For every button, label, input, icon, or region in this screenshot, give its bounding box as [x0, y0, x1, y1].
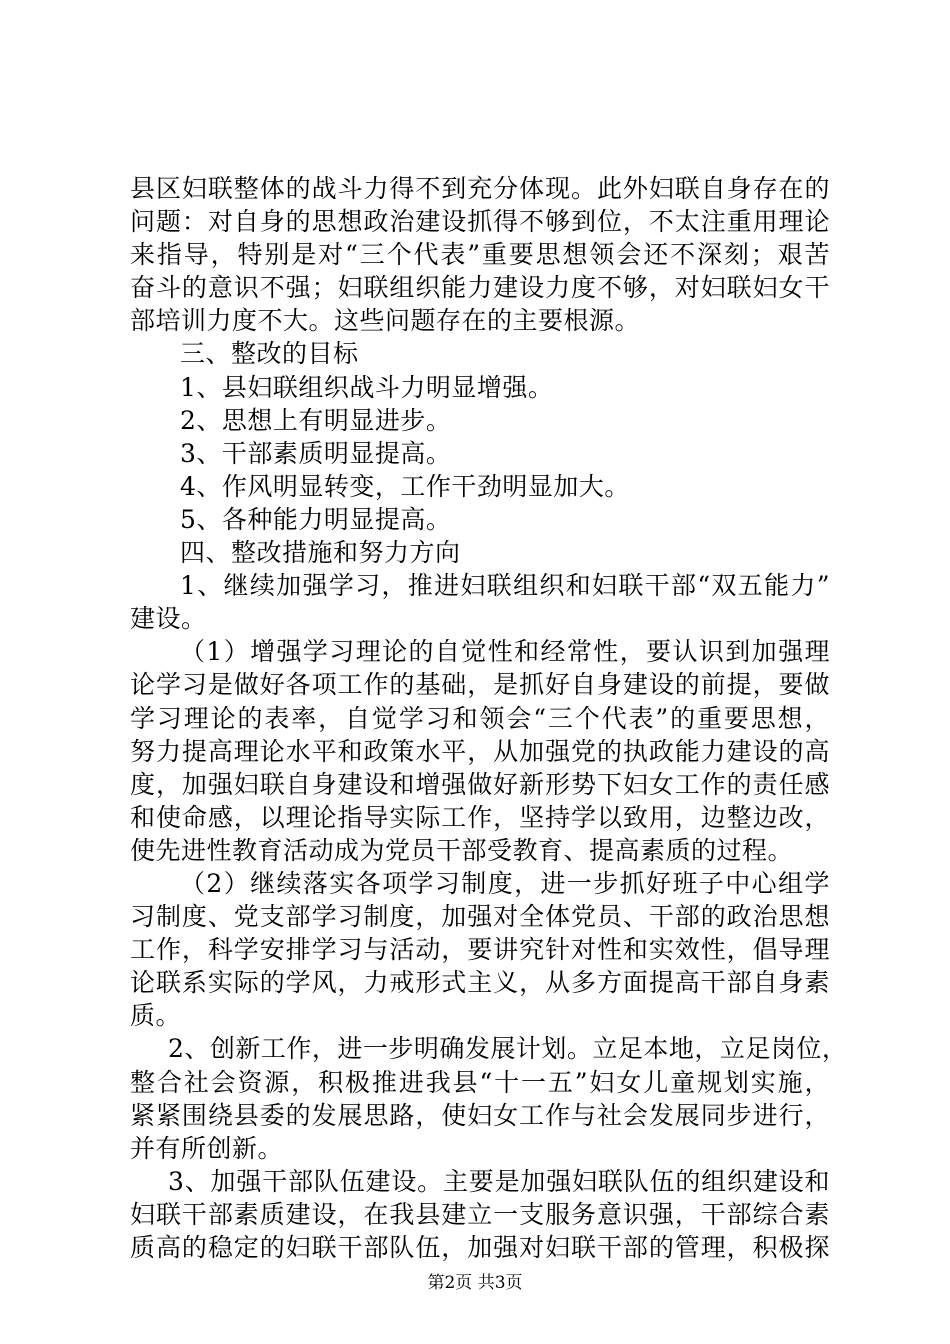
text-line: 论联系实际的学风，力戒形式主义，从多方面提高干部自身素: [130, 968, 830, 998]
text-line: 努力提高理论水平和政策水平，从加强党的执政能力建设的高: [130, 736, 830, 766]
text-line: 学习理论的表率，自觉学习和领会“三个代表”的重要思想，: [130, 703, 830, 733]
text-line: 来指导，特别是对“三个代表”重要思想领会还不深刻；艰苦: [130, 240, 830, 270]
text-line: 部培训力度不大。这些问题存在的主要根源。: [130, 306, 641, 336]
text-line: （2）继续落实各项学习制度，进一步抓好班子中心组学: [180, 868, 830, 898]
text-line: 质高的稳定的妇联干部队伍，加强对妇联干部的管理，积极探: [130, 1233, 830, 1262]
text-line: 论学习是做好各项工作的基础，是抓好自身建设的前提，要做: [130, 670, 830, 700]
text-line: 妇联干部素质建设，在我县建立一支服务意识强，干部综合素: [130, 1199, 830, 1229]
text-line: 习制度、党支部学习制度，加强对全体党员、干部的政治思想: [130, 902, 830, 932]
text-line: 3、干部素质明显提高。: [180, 438, 452, 468]
text-line: （1）增强学习理论的自觉性和经常性，要认识到加强理: [180, 637, 830, 667]
text-line: 并有所创新。: [130, 1133, 284, 1163]
document-body: [130, 172, 848, 1264]
text-line: 4、作风明显转变，工作干劲明显加大。: [180, 471, 630, 501]
text-line: 问题：对自身的思想政治建设抓得不够到位，不太注重用理论: [130, 207, 830, 237]
text-line: 和使命感，以理论指导实际工作，坚持学以致用，边整边改，: [130, 802, 830, 832]
page-footer: 第2页 共3页: [427, 1273, 523, 1293]
text-line: 三、整改的目标: [180, 339, 359, 369]
text-line: 3、加强干部队伍建设。主要是加强妇联队伍的组织建设和: [168, 1166, 830, 1196]
text-line: 工作，科学安排学习与活动，要讲究针对性和实效性，倡导理: [130, 935, 830, 965]
text-line: 使先进性教育活动成为党员干部受教育、提高素质的过程。: [130, 835, 794, 865]
text-line: 整合社会资源，积极推进我县“十一五”妇女儿童规划实施，: [130, 1067, 830, 1097]
text-line: 四、整改措施和努力方向: [180, 538, 461, 568]
text-line: 奋斗的意识不强；妇联组织能力建设力度不够，对妇联妇女干: [130, 273, 830, 303]
text-line: 1、继续加强学习，推进妇联组织和妇联干部“双五能力”: [180, 571, 830, 601]
text-line: 度，加强妇联自身建设和增强做好新形势下妇女工作的责任感: [130, 769, 830, 799]
text-line: 1、县妇联组织战斗力明显增强。: [180, 372, 554, 402]
text-line: 紧紧围绕县委的发展思路，使妇女工作与社会发展同步进行，: [130, 1100, 830, 1130]
text-line: 质。: [130, 1001, 182, 1031]
text-line: 2、创新工作，进一步明确发展计划。立足本地，立足岗位，: [168, 1034, 848, 1064]
text-line: 2、思想上有明显进步。: [180, 405, 452, 435]
text-line: 建设。: [130, 604, 207, 634]
text-line: 5、各种能力明显提高。: [180, 504, 452, 534]
text-line: 县区妇联整体的战斗力得不到充分体现。此外妇联自身存在的: [130, 174, 830, 203]
